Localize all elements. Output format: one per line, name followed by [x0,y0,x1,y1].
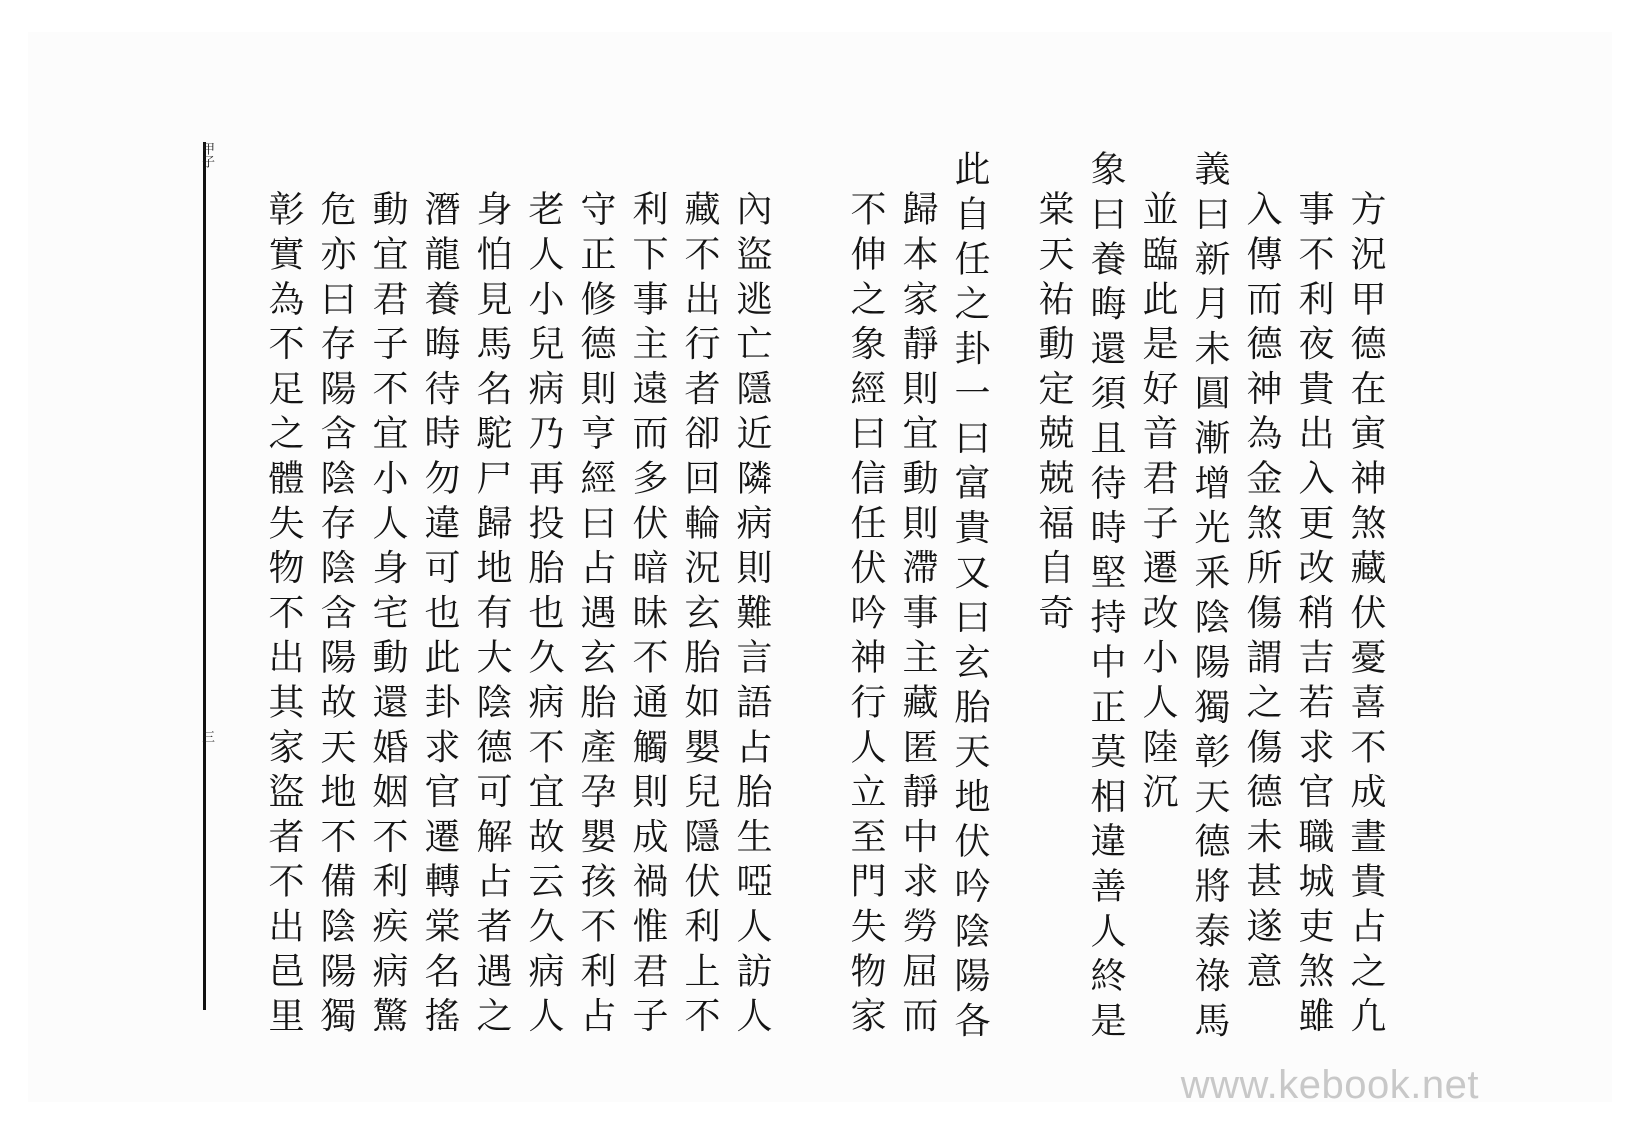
text-column: 並臨此是好音君子遷改小人陸沉 [1137,190,1178,818]
text-column: 象曰養晦還須且待時堅持中正莫相違善人終是 [1085,150,1126,1046]
text-column: 棠天祐動定兢兢福自奇 [1033,190,1074,638]
text-column: 身怕見馬名駝尸歸地有大陰德可解占者遇之 [471,190,512,1042]
text-column: 事不利夜貴出入更改稍吉若求官職城吏煞雖 [1293,190,1334,1042]
margin-rule [203,142,206,1010]
text-column: 此自任之卦一曰富貴又曰玄胎天地伏吟陰陽各 [949,150,990,1046]
text-column: 利下事主遠而多伏暗昧不通觸則成禍惟君子 [627,190,668,1042]
text-column: 方況甲德在寅神煞藏伏憂喜不成晝貴占之凢 [1345,190,1386,1042]
text-column: 藏不出行者卻回輪況玄胎如嬰兒隱伏利上不 [679,190,720,1042]
text-column: 潛龍養晦待時勿違可也此卦求官遷轉棠名搖 [419,190,460,1042]
margin-label-page: 三 [199,730,214,743]
text-column: 老人小兒病乃再投胎也久病不宜故云久病人 [523,190,564,1042]
text-column: 守正修德則亨經曰占遇玄胎產孕嬰孩不利占 [575,190,616,1042]
text-column: 動宜君子不宜小人身宅動還婚姻不利疾病驚 [367,190,408,1042]
margin-label-top: 甲子 [199,142,214,168]
text-column: 歸本家靜則宜動則滯事主藏匿靜中求勞屈而 [897,190,938,1042]
text-column: 不伸之象經曰信任伏吟神行人立至門失物家 [845,190,886,1042]
text-column: 危亦曰存陽含陰存陰含陽故天地不備陰陽獨 [315,190,356,1042]
text-column: 義曰新月未圓漸增光釆陰陽獨彰天德將泰祿馬 [1189,150,1230,1046]
text-column: 內盜逃亡隱近隣病則難言語占胎生啞人訪人 [731,190,772,1042]
text-column: 入傳而德神為金煞所傷謂之傷德未甚遂意 [1241,190,1282,997]
watermark: www.kebook.net [1180,1063,1479,1107]
text-column: 彰實為不足之體失物不出其家盜者不出邑里 [263,190,304,1042]
